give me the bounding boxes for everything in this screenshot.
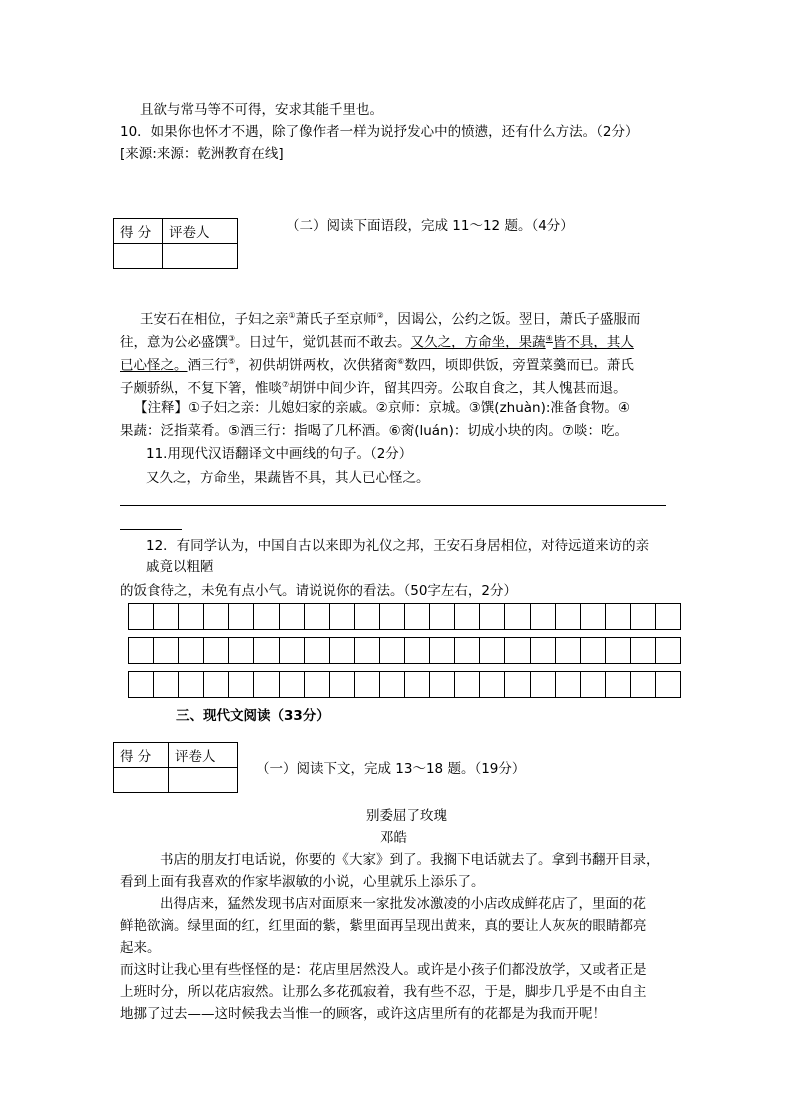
note-ref: ②	[376, 311, 384, 320]
note-ref: ③	[228, 334, 236, 343]
question-12-line-3: 的饭食待之，未免有点小气。请说说你的看法。（50字左右，2分）	[120, 583, 518, 599]
article-line: 出得店来，猛然发现书店对面原来一家批发冰激凌的小店改成鲜花店了，里面的花	[160, 896, 646, 912]
passage-text: ，因谒公，公约之饭。翌日，萧氏子盛服而	[383, 311, 641, 328]
article-line: 看到上面有我喜欢的作家毕淑敏的小说，心里就乐上添乐了。	[120, 874, 485, 890]
passage-text: 王安石在相位，子妇之亲	[140, 311, 289, 328]
note-ref: ⑦	[282, 380, 290, 389]
score-cell[interactable]	[114, 244, 163, 269]
answer-line[interactable]	[120, 505, 666, 506]
score-box	[113, 218, 238, 269]
article-title: 别委屈了玫瑰	[366, 808, 447, 824]
section-3-sub-heading: （一）阅读下文，完成 13～18 题。（19分）	[256, 761, 526, 777]
passage-text: 萧氏子至京师	[295, 311, 377, 328]
passage-text: 往，意为公必盛馔	[120, 334, 228, 351]
answer-line[interactable]	[120, 529, 182, 530]
article-author: 邓皓	[380, 830, 407, 846]
question-12-line-1: 12．有同学认为，中国自古以来即为礼仪之邦，王安石身居相位，对待远道来访的亲	[146, 538, 650, 554]
grader-label: 评卷人	[163, 219, 238, 244]
passage-text: 数四，顷即供饭，旁置菜羹而已。萧氏	[404, 357, 634, 374]
source-note: [来源:来源：乾洲教育在线]	[120, 146, 284, 162]
underlined-sentence: 又久之，方命坐，果蔬	[410, 334, 546, 351]
question-11-sentence: 又久之，方命坐，果蔬皆不具，其人已心怪之。	[146, 470, 430, 486]
question-10: 10．如果你也怀才不遇，除了像作者一样为说抒发心中的愤懑，还有什么方法。（2分）	[120, 124, 639, 140]
score-label: 得 分	[114, 219, 163, 244]
article-line: 而这时让我心里有些怪怪的是：花店里居然没人。或许是小孩子们都没放学，又或者正是	[120, 962, 647, 978]
passage-line-1	[140, 306, 640, 330]
note-ref: ①	[288, 311, 296, 320]
underlined-sentence: 已心怪之。	[120, 357, 188, 374]
prev-text-line: 且欲与常马等不可得，安求其能千里也。	[140, 102, 383, 118]
score-cell[interactable]	[114, 768, 169, 793]
note-ref: ⑤	[228, 357, 236, 366]
passage-line-2	[120, 329, 634, 353]
article-line: 书店的朋友打电话说，你要的《大家》到了。我搁下电话就去了。拿到书翻开目录，	[160, 852, 660, 868]
passage-text: 酒三行	[187, 357, 228, 374]
question-12-line-2: 戚竟以粗陋	[146, 559, 214, 575]
score-label: 得 分	[114, 743, 169, 768]
article-line: 鲜艳欲滴。绿里面的红，红里面的紫，紫里面再呈现出黄来，真的要让人灰灰的眼睛都亮	[120, 918, 647, 934]
article-line: 起来。	[120, 940, 161, 956]
passage-line-3	[120, 352, 634, 376]
underlined-sentence: 皆不具，其人	[552, 334, 634, 351]
note-ref: ⑥	[397, 357, 405, 366]
grader-label: 评卷人	[169, 743, 238, 768]
passage-text: 。日过午，觉饥甚而不敢去。	[235, 334, 411, 351]
answer-grid-row-2[interactable]	[128, 637, 681, 664]
article-line: 上班时分，所以花店寂然。让那么多花孤寂着，我有些不忍，于是，脚步几乎是不由自主	[120, 984, 647, 1000]
passage-text: 胡饼中间少许，留其四旁。公取自食之，其人愧甚而退。	[289, 380, 627, 397]
score-box	[113, 742, 238, 793]
grader-cell[interactable]	[169, 768, 238, 793]
passage-line-4	[120, 375, 627, 399]
annotation-line-1: 【注释】①子妇之亲：儿媳妇家的亲戚。②京师：京城。③馔(zhuàn):准备食物。④	[134, 400, 631, 416]
annotation-line-2: 果蔬：泛指菜肴。⑤酒三行：指喝了几杯酒。⑥脔(luán)：切成小块的肉。⑦啖：吃。	[120, 423, 628, 439]
section-2-heading: （二）阅读下面语段，完成 11～12 题。（4分）	[286, 218, 574, 234]
grader-cell[interactable]	[163, 244, 238, 269]
question-11: 11.用现代汉语翻译文中画线的句子。（2分）	[146, 446, 413, 462]
article-line: 地挪了过去——这时候我去当惟一的顾客，或许这店里所有的花都是为我而开呢！	[120, 1006, 606, 1022]
note-ref: ④	[545, 334, 553, 343]
answer-grid-row-3[interactable]	[128, 671, 681, 698]
passage-text: 子颇骄纵，不复下箸，惟啖	[120, 380, 282, 397]
answer-grid-row-1[interactable]	[128, 603, 681, 630]
passage-text: ，初供胡饼两枚，次供猪脔	[235, 357, 398, 374]
section-3-heading: 三、现代文阅读（33分）	[176, 708, 330, 724]
